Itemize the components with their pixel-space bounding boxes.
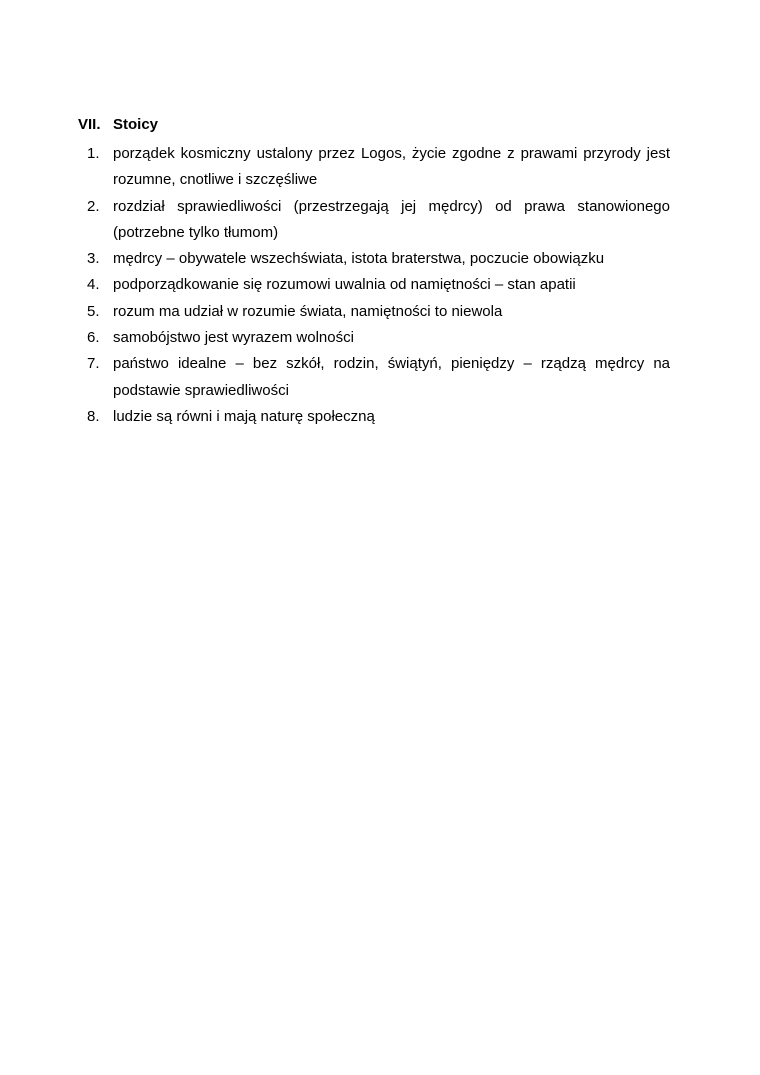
item-text: ludzie są równi i mają naturę społeczną [113, 407, 375, 425]
item-number: 2. [87, 197, 100, 215]
list-item [78, 325, 670, 351]
item-text: rozum ma udział w rozumie świata, namiętności to niewola [113, 302, 503, 320]
item-text: mędrcy – obywatele wszechświata, istota braterstwa, poczucie obowiązku [113, 250, 605, 268]
item-list [78, 141, 670, 430]
section-title: Stoicy [113, 116, 159, 133]
list-item [78, 246, 670, 272]
list-item [78, 272, 670, 298]
section-stoicy [78, 115, 670, 430]
list-item [78, 141, 670, 194]
list-item [78, 351, 670, 404]
item-number: 3. [87, 250, 100, 268]
section-heading [78, 115, 670, 135]
item-text: państwo idealne – bez szkół, rodzin, świątyń, pieniędzy – rządzą mędrcy na podstawie sprawiedliwości [113, 355, 670, 399]
item-number: 4. [87, 276, 100, 294]
item-text: samobójstwo jest wyrazem wolności [113, 329, 354, 347]
item-text: podporządkowanie się rozumowi uwalnia od namiętności – stan apatii [113, 276, 576, 294]
item-number: 1. [87, 145, 100, 162]
item-text: rozdział sprawiedliwości (przestrzegają jej mędrcy) od prawa stanowionego (potrzebne tylko tłumom) [113, 197, 670, 241]
section-numeral: VII. [78, 116, 101, 133]
item-number: 5. [87, 302, 100, 320]
item-number: 6. [87, 329, 100, 347]
item-number: 8. [87, 407, 100, 425]
item-number: 7. [87, 355, 100, 373]
item-text: porządek kosmiczny ustalony przez Logos, życie zgodne z prawami przyrody jest rozumne, cnotliwe i szczęśliwe [113, 145, 670, 189]
list-item [78, 299, 670, 325]
list-item [78, 404, 670, 430]
list-item [78, 194, 670, 247]
